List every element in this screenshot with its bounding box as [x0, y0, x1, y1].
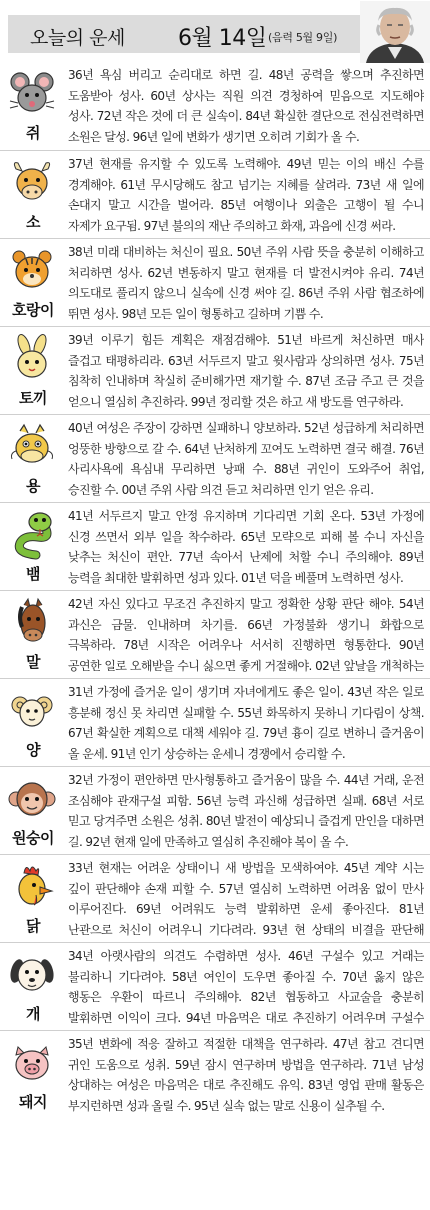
fortune-text: 36년 욕심 버리고 순리대로 하면 길. 48년 공력을 쌓으며 추진하면 도움받아 성사. 60년 상사는 직원 의견 경청하여 믿음으로 지도해야 성사. 72년 작은 것에 더 큰 실속이. 84년 확실한 결단으로 전심전력하면 소원은 달성. 96년 일에 변화가 생기면 오히려 기회가 올 수. [68, 68, 424, 144]
dragon-icon [6, 421, 58, 473]
date-label: 6월 14일 [178, 26, 267, 51]
animal-name: 양 [26, 741, 40, 759]
animal-cell [0, 239, 66, 327]
animal-name: 원숭이 [12, 829, 54, 847]
fortune-text: 33년 현재는 어려운 상태이니 새 방법을 모색하여야. 45년 계약 시는 깊이 판단해야 손재 피할 수. 57년 열심히 노력하면 어려움 없이 만사 이루어진다. 69년 어려워도 능력 발휘하면 운세 좋아진다. 81년 난관으로 처신이 어려우니 기다려라. 93년 현 상태의 비결을 판단해 [68, 861, 424, 937]
fortune-row-snake [0, 502, 430, 590]
fortune-row-sheep [0, 678, 430, 766]
horse-icon [6, 597, 58, 649]
fortune-list [0, 62, 430, 1118]
page-header [0, 0, 430, 62]
animal-name: 용 [26, 477, 40, 495]
animal-name: 쥐 [26, 124, 40, 142]
animal-name: 말 [26, 653, 40, 671]
fortune-row-ox [0, 150, 430, 238]
fortune-row-rat [0, 62, 430, 150]
animal-cell [0, 151, 66, 239]
fortune-row-pig [0, 1030, 430, 1118]
sheep-icon [6, 685, 58, 737]
animal-cell [0, 1031, 66, 1119]
ox-icon [6, 157, 58, 209]
fortune-text: 37년 현재를 유지할 수 있도록 노력해야. 49년 믿는 이의 배신 수를 경계해야. 61년 무시당해도 참고 넘기는 지혜를 살려라. 73년 새 일에 손대지 말고 시간을 벌어라. 85년 여행이나 외출은 고행이 될 수니 자제가 요구됨. 97년 불의의 재난 주의하고 화재, 과음에 신경 써라. [68, 157, 424, 233]
rooster-icon [6, 861, 58, 913]
rabbit-icon [6, 333, 58, 385]
fortune-row-rabbit [0, 326, 430, 414]
animal-cell [0, 62, 66, 150]
fortune-text: 41년 서두르지 말고 안정 유지하며 기다리면 기회 온다. 53년 가정에 신경 쓰면서 외부 일을 착수하라. 65년 모략으로 피해 볼 수니 자신을 낮추는 처신이 편안. 77년 속아서 난제에 처할 수니 주의해야. 89년 능력을 최대한 발휘하면 성과 있다. 01년 덕을 베풀며 노력하면 성사. [68, 509, 424, 585]
page-title: 오늘의 운세 [30, 27, 125, 49]
snake-icon [6, 509, 58, 561]
animal-name: 돼지 [19, 1093, 47, 1111]
animal-cell [0, 327, 66, 415]
animal-name: 소 [26, 213, 40, 231]
fortune-text: 39년 이루기 힘든 계획은 재점검해야. 51년 바르게 처신하면 매사 즐겁고 태평하리라. 63년 서두르지 말고 윗사람과 상의하면 성사. 75년 침착히 인내하며 착실히 준비해가면 재기할 수. 87년 조금 주고 큰 것을 얻으니 열심히 추진하라. 99년 정리할 것은 하고 새 방도를 연구하라. [68, 333, 424, 409]
fortune-text: 32년 가정이 편안하면 만사형통하고 즐거움이 많을 수. 44년 거래, 운전 조심해야 관재구설 피함. 56년 능력 과신해 성급하면 실패. 68년 서로 믿고 당겨주면 소원은 성취. 80년 발전이 예상되니 즐겁게 만인을 대하면 길. 92년 현재 일에 만족하고 열심히 추진해야 복이 올 수. [68, 773, 424, 849]
rat-icon [6, 68, 58, 120]
animal-name: 호랑이 [12, 301, 54, 319]
animal-cell [0, 855, 66, 943]
fortune-text: 40년 여성은 주장이 강하면 실패하니 양보하라. 52년 성급하게 처리하면 엉뚱한 방향으로 갈 수. 64년 난처하게 꼬여도 노력하면 결국 해결. 76년 사리사욕에 욕심내 무리하면 낭패 수. 88년 귀인이 도와주어 취업, 승진할 수. 00년 주위 사람 의견 듣고 처리하면 인기 얻은 유리. [68, 421, 424, 497]
monkey-icon [6, 773, 58, 825]
tiger-icon [6, 245, 58, 297]
animal-cell [0, 679, 66, 767]
animal-name: 뱀 [26, 565, 40, 583]
animal-name: 닭 [26, 917, 40, 935]
animal-cell [0, 591, 66, 679]
fortune-text: 42년 자신 있다고 무조건 추진하지 말고 정확한 상황 판단 해야. 54년 과신은 금물. 인내하며 차기를. 66년 가정불화 생기니 화합으로 극복하라. 78년 시작은 어려우나 서서히 진행하면 형통한다. 90년 공연한 일로 오해받을 수니 싫으면 좋게 거절해야. 02년 앞날을 개척하는 [68, 597, 424, 673]
animal-name: 토끼 [19, 389, 47, 407]
animal-cell [0, 503, 66, 591]
fortune-text: 31년 가정에 즐거운 일이 생기며 자녀에게도 좋은 일이. 43년 작은 일로 흥분해 정신 못 차리면 실패할 수. 55년 화목하지 못하니 기다림이 상책. 67년 확실한 계획으로 대책 세워야 길. 79년 흉이 길로 변하니 즐거움이 올 운세. 91년 인기 상승하는 운세니 경쟁에서 승리할 수. [68, 685, 424, 761]
dog-icon [6, 949, 58, 1001]
pig-icon [6, 1037, 58, 1089]
fortune-row-dragon [0, 414, 430, 502]
fortune-row-dog [0, 942, 430, 1030]
fortune-row-monkey [0, 766, 430, 854]
fortune-text: 35년 변화에 적응 잘하고 적절한 대책을 연구하라. 47년 참고 견디면 귀인 도움으로 성취. 59년 잠시 연구하며 방법을 연구하라. 71년 남성 상대하는 여성은 마음먹은 대로 추진해도 유익. 83년 영업 판매 활동은 부지런하면 성과 올릴 수. 95년 실속 없는 말로 신용이 실추될 수. [68, 1037, 424, 1113]
animal-cell [0, 767, 66, 855]
animal-cell [0, 415, 66, 503]
animal-name: 개 [26, 1005, 40, 1023]
fortune-row-horse [0, 590, 430, 678]
animal-cell [0, 943, 66, 1031]
fortune-text: 34년 아랫사람의 의견도 수렴하면 성사. 46년 구설수 있고 거래는 불리하니 기다려야. 58년 여인이 도우면 좋아질 수. 70년 옳지 않은 행동은 우환이 따르니 주의해야. 82년 협동하고 사교술을 충분히 발휘하면 이익이 크다. 94년 마음먹은 대로 추진하기 어려우며 구설수 [68, 949, 424, 1025]
fortune-teller-portrait [360, 1, 430, 63]
fortune-text: 38년 미래 대비하는 처신이 필요. 50년 주위 사람 뜻을 충분히 이해하고 처리하면 성사. 62년 변동하지 말고 현재를 더 발전시켜야 유리. 74년 의도대로 풀리지 않으니 실속에 신경 써야 길. 86년 주위 사람 협조하에 뛰면 성사. 98년 모든 일이 형통하고 길하며 기쁨 수. [68, 245, 424, 321]
fortune-row-rooster [0, 854, 430, 942]
fortune-row-tiger [0, 238, 430, 326]
lunar-date-label: (음력 5월 9일) [268, 31, 338, 44]
